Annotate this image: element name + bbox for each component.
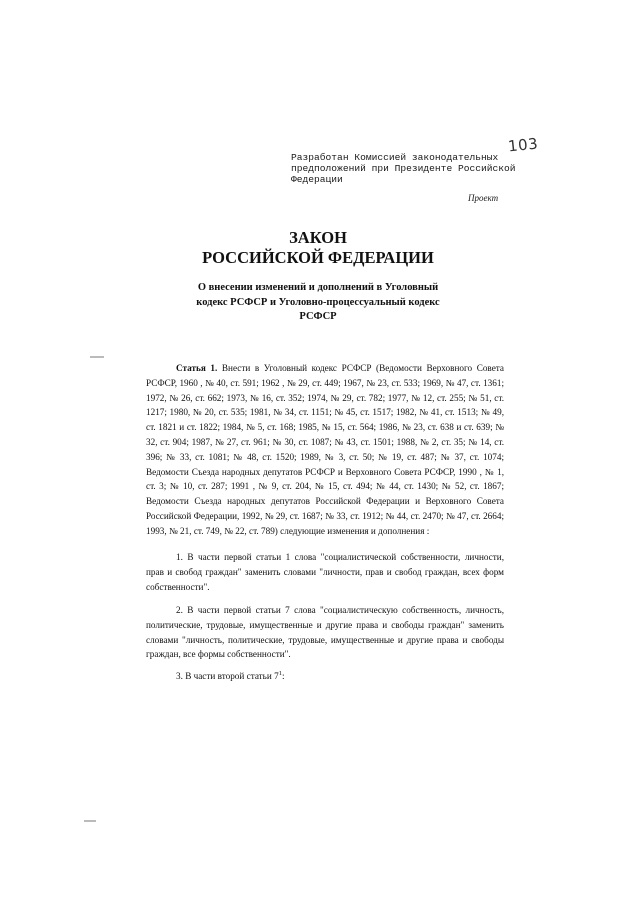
item-2 <box>146 603 504 662</box>
item-3-superscript: 1 <box>278 670 282 677</box>
article-1-label: Статья 1. <box>176 363 218 373</box>
item-1 <box>146 550 504 594</box>
scan-mark <box>84 820 96 822</box>
item-1-text: 1. В части первой статьи 1 слова "социалистической собственности, личности, прав и свобод граждан" заменить словами "личности, прав и свобод граждан, всех форм собственности". <box>146 552 504 592</box>
law-subtitle-line: кодекс РСФСР и Уголовно-процессуальный кодекс <box>196 296 440 308</box>
law-title-line: РОССИЙСКОЙ ФЕДЕРАЦИИ <box>202 248 434 267</box>
law-subtitle-line: О внесении изменений и дополнений в Уголовный <box>197 282 439 293</box>
header-note <box>291 152 531 185</box>
page-number: 103 <box>507 134 539 156</box>
article-1-text: Внести в Уголовный кодекс РСФСР (Ведомости Верховного Совета РСФСР, 1960 , № 40, ст. 591; 1962 , № 29, ст. 449; 1967, № 23, ст. 533; 1969, № 47, ст. 1361; 1972, № 26, ст. 662; 1973, № 16, ст. 352; 1974, № 29, ст. 782; 1977, № 12, ст. 255; № 51, ст. 1217; 1980, № 20, ст. 535; 1981, № 34, ст. 1151; № 45, ст. 1517; 1982, № 41, ст. 1513; № 49, ст. 1821 и ст. 1822; 1984, № 5, ст. 168; 1985, № 15, ст. 564; 1986, № 23, ст. 638 и ст. 639; № 32, ст. 904; 1987, № 27, ст. 961; № 30, ст. 1087; № 43, ст. 1501; 1988, № 2, ст. 35; № 14, ст. 396; № 33, ст. 1081; № 48, ст. 1520; 1989, № 3, ст. 50; № 19, ст. 487; № 37, ст. 1074; Ведомости Съезда народных депутатов РСФСР и Верховного Совета РСФСР, 1990 , № 1, ст. 3; № 10, ст. 287; 1991 , № 9, ст. 204, № 15, ст. 494; № 44, ст. 1430; № 52, ст. 1867; Ведомости Съезда народных депутатов Российской Федерации и Верховного Совета Российской Федерации, 1992, № 29, ст. 1687; № 33, ст. 1912; № 44, ст. 2470; № 47, ст. 2664; 1993, № 21, ст. 749, № 22, ст. 789) следующие изменения и дополнения : <box>146 363 504 536</box>
item-3 <box>146 667 504 684</box>
law-subtitle-line: РСФСР <box>299 311 337 322</box>
header-note-line: Федерации <box>291 174 343 185</box>
item-2-text: 2. В части первой статьи 7 слова "социалистическую собственность, личность, политические, трудовые, имущественные и другие права и свободы граждан" заменить словами "личность, политические, трудовые, имущественные и другие права и свободы граждан, все формы собственности". <box>146 605 504 660</box>
header-note-line: Разработан Комиссией законодательных <box>291 152 499 163</box>
item-3-text: 3. В части второй статьи 7 <box>176 671 279 682</box>
scan-mark <box>90 356 104 358</box>
item-3-suffix: : <box>281 671 285 682</box>
header-note-line: предположений при Президенте Российской <box>291 163 516 174</box>
project-label: Проект <box>468 193 499 203</box>
law-title <box>100 228 536 268</box>
law-subtitle <box>180 281 456 325</box>
law-title-line: ЗАКОН <box>289 228 347 247</box>
article-1 <box>146 361 504 539</box>
